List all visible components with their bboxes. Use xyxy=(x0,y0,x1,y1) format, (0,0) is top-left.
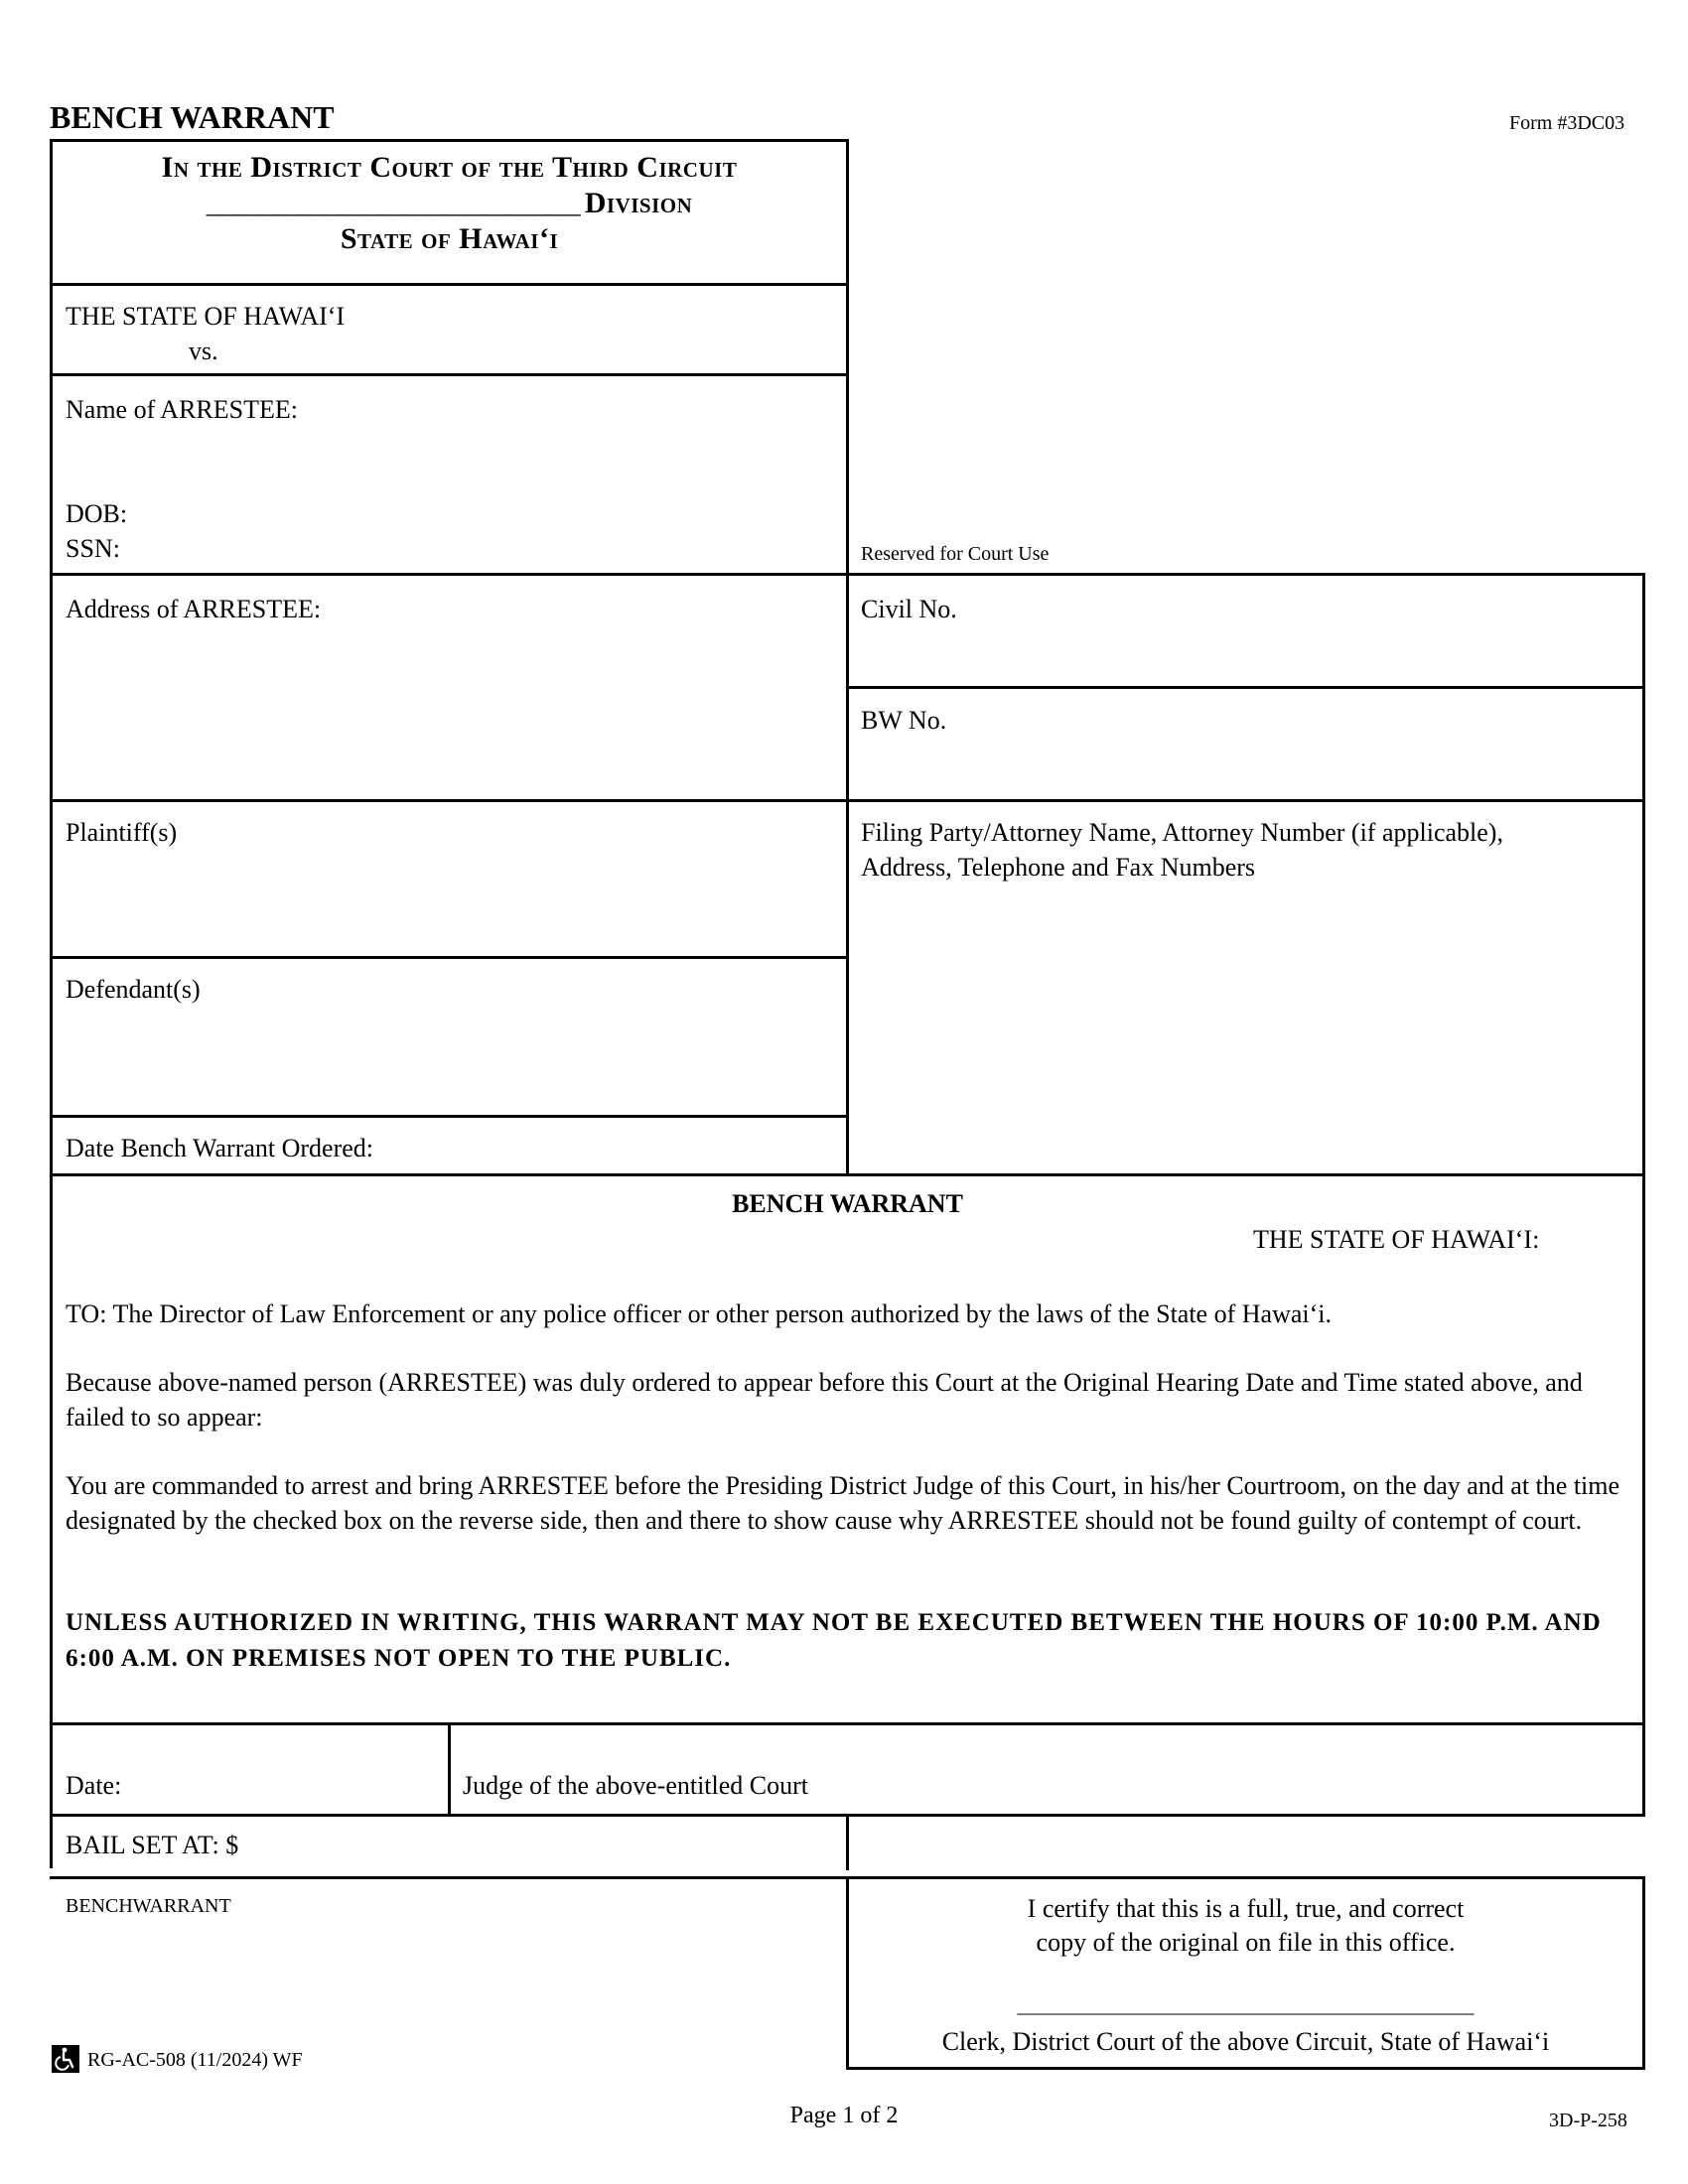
arrestee-address-label: Address of ARRESTEE: xyxy=(66,595,322,623)
warrant-bottom-border xyxy=(50,1722,1645,1725)
dob-label: DOB: xyxy=(66,499,128,528)
caption-top-border xyxy=(50,139,849,142)
certify-top-border xyxy=(846,1876,1645,1879)
division-blank[interactable]: _____________________________ xyxy=(206,190,581,218)
bail-row-bottom xyxy=(50,1876,849,1879)
defendant-row-bottom xyxy=(50,1115,849,1118)
document-code: 3D-P-258 xyxy=(1549,2110,1627,2131)
to-paragraph: TO: The Director of Law Enforcement or any police officer or other person authorized by the laws of the State of Hawai‘i. xyxy=(66,1299,1332,1328)
bw-number-label: BW No. xyxy=(861,706,947,735)
right-border xyxy=(1642,573,1645,1817)
commanded-paragraph: You are commanded to arrest and bring ARRESTEE before the Presiding District Judge of this Court, in his/her Courtroom, on the day and at the time designated by the checked box on the reverse side, then and there to show cause why ARRESTEE should not be found guilty of contempt of court. xyxy=(66,1471,1620,1535)
certify-right-border xyxy=(1642,1876,1645,2070)
filing-party-line-2: Address, Telephone and Fax Numbers xyxy=(861,853,1256,882)
state-party: THE STATE OF HAWAI‘I xyxy=(66,302,346,331)
arrestee-row-bottom xyxy=(50,573,849,576)
date-judge-divider xyxy=(448,1722,451,1817)
versus-label: vs. xyxy=(189,337,218,365)
certify-line-1: I certify that this is a full, true, and correct xyxy=(1027,1894,1465,1923)
date-ordered-label: Date Bench Warrant Ordered: xyxy=(66,1134,374,1162)
defendants-label: Defendant(s) xyxy=(66,975,201,1004)
page-number: Page 1 of 2 xyxy=(789,2103,899,2128)
date-label: Date: xyxy=(66,1771,122,1800)
plaintiff-row-bottom xyxy=(50,956,849,959)
clerk-signature-line[interactable]: ______________________________________________ xyxy=(1017,1995,1475,2017)
wheelchair-accessibility-icon xyxy=(52,2045,79,2073)
arrestee-name-label: Name of ARRESTEE: xyxy=(66,395,298,424)
because-paragraph: Because above-named person (ARRESTEE) was duly ordered to appear before this Court at the Original Hearing Date and Time stated above, and failed to so appear: xyxy=(66,1368,1583,1432)
bail-divider xyxy=(846,1814,849,1870)
certification-block xyxy=(849,1892,1642,1960)
address-row-bottom xyxy=(50,799,1645,802)
bail-label: BAIL SET AT: $ xyxy=(66,1831,239,1859)
filing-party-line-1: Filing Party/Attorney Name, Attorney Number (if applicable), xyxy=(861,818,1503,847)
execution-warning: UNLESS AUTHORIZED IN WRITING, THIS WARRANT MAY NOT BE EXECUTED BETWEEN THE HOURS OF 10:00 P.M. AND 6:00 A.M. ON PREMISES NOT OPEN TO THE PUBLIC. xyxy=(66,1609,1602,1672)
middle-divider xyxy=(846,139,849,1176)
court-name: In the District Court of the Third Circuit xyxy=(161,151,738,184)
state-row-bottom xyxy=(50,373,849,376)
warrant-top-border xyxy=(50,1173,1645,1176)
civil-row-bottom xyxy=(846,686,1645,689)
form-title: BENCH WARRANT xyxy=(50,99,335,135)
document-label: BENCHWARRANT xyxy=(66,1895,231,1917)
warrant-heading: BENCH WARRANT xyxy=(732,1189,963,1218)
division-line xyxy=(53,187,846,220)
ssn-label: SSN: xyxy=(66,534,120,563)
state-name: State of Hawai‘i xyxy=(340,222,559,255)
judge-signature-label: Judge of the above-entitled Court xyxy=(463,1771,809,1800)
certify-bottom-border xyxy=(846,2067,1645,2070)
form-code: RG-AC-508 (11/2024) WF xyxy=(87,2049,303,2071)
warrant-state-address: THE STATE OF HAWAI‘I: xyxy=(1253,1225,1540,1254)
reserved-for-court-use: Reserved for Court Use xyxy=(861,543,1050,565)
caption-bottom-border xyxy=(50,283,849,286)
clerk-title: Clerk, District Court of the above Circuit, State of Hawai‘i xyxy=(941,2027,1550,2056)
plaintiffs-label: Plaintiff(s) xyxy=(66,818,178,847)
reserved-top-border xyxy=(846,573,1645,576)
certify-line-2: copy of the original on file in this office. xyxy=(1036,1928,1456,1957)
form-number: Form #3DC03 xyxy=(1509,112,1625,134)
division-label: Division xyxy=(584,187,693,219)
left-border xyxy=(50,139,53,1868)
civil-number-label: Civil No. xyxy=(861,595,957,623)
court-caption xyxy=(53,151,846,256)
